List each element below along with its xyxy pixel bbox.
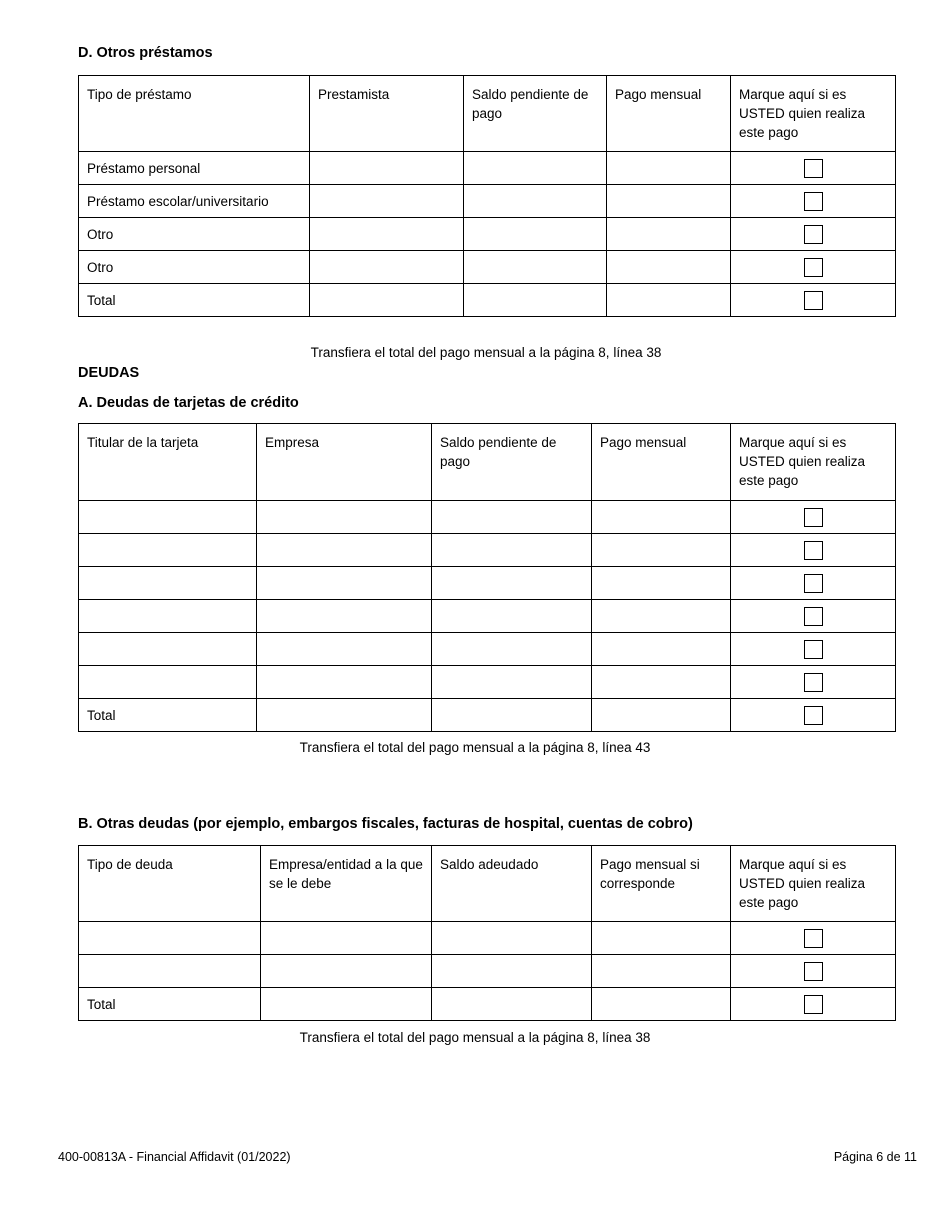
row-label: Préstamo escolar/universitario (79, 185, 310, 218)
cardholder-cell[interactable] (79, 567, 257, 600)
column-header: Saldo pendiente de pago (432, 424, 592, 501)
you-pay-checkbox[interactable] (804, 192, 823, 211)
monthly-payment-cell[interactable] (592, 534, 731, 567)
column-header: Empresa (257, 424, 432, 501)
balance-cell[interactable] (432, 600, 592, 633)
table-row (79, 251, 896, 284)
table-row (79, 633, 896, 666)
company-cell[interactable] (257, 501, 432, 534)
row-label: Total (79, 284, 310, 317)
company-cell[interactable] (257, 534, 432, 567)
loans-header-row (79, 76, 896, 152)
column-header: Marque aquí si es USTED quien realiza este pago (731, 76, 896, 152)
loans-title: D. Otros préstamos (78, 45, 213, 61)
row-label: Otro (79, 251, 310, 284)
total-row (79, 699, 896, 732)
lender-cell[interactable] (310, 284, 464, 317)
monthly-payment-cell[interactable] (592, 955, 731, 988)
lender-cell[interactable] (310, 251, 464, 284)
row-label: Préstamo personal (79, 152, 310, 185)
balance-cell[interactable] (432, 633, 592, 666)
checkbox-cell (731, 600, 896, 633)
lender-cell[interactable] (310, 218, 464, 251)
you-pay-checkbox[interactable] (804, 706, 823, 725)
column-header: Empresa/entidad a la que se le debe (261, 846, 432, 922)
you-pay-checkbox[interactable] (804, 508, 823, 527)
monthly-payment-cell[interactable] (592, 600, 731, 633)
you-pay-checkbox[interactable] (804, 159, 823, 178)
monthly-payment-cell[interactable] (592, 699, 731, 732)
other-debts-transfer-note: Transfiera el total del pago mensual a la página 8, línea 38 (299, 1030, 651, 1045)
balance-cell[interactable] (464, 284, 607, 317)
monthly-payment-cell[interactable] (607, 152, 731, 185)
monthly-payment-cell[interactable] (592, 988, 731, 1021)
balance-cell[interactable] (432, 501, 592, 534)
balance-cell[interactable] (432, 567, 592, 600)
column-header: Pago mensual (607, 76, 731, 152)
table-row (79, 666, 896, 699)
balance-cell[interactable] (432, 699, 592, 732)
monthly-payment-cell[interactable] (607, 284, 731, 317)
you-pay-checkbox[interactable] (804, 607, 823, 626)
cardholder-cell[interactable] (79, 633, 257, 666)
monthly-payment-cell[interactable] (592, 633, 731, 666)
row-label: Total (79, 988, 261, 1021)
table-row (79, 567, 896, 600)
column-header: Pago mensual si corresponde (592, 846, 731, 922)
balance-cell[interactable] (432, 955, 592, 988)
credit-cards-table (78, 423, 896, 732)
credit-cards-transfer-note: Transfiera el total del pago mensual a la página 8, línea 43 (299, 740, 651, 755)
checkbox-cell (731, 633, 896, 666)
balance-cell[interactable] (432, 988, 592, 1021)
monthly-payment-cell[interactable] (592, 567, 731, 600)
column-header: Marque aquí si es USTED quien realiza este pago (731, 846, 896, 922)
you-pay-checkbox[interactable] (804, 258, 823, 277)
creditor-cell[interactable] (261, 922, 432, 955)
creditor-cell[interactable] (261, 955, 432, 988)
row-label: Total (79, 699, 257, 732)
you-pay-checkbox[interactable] (804, 574, 823, 593)
checkbox-cell (731, 699, 896, 732)
balance-cell[interactable] (464, 185, 607, 218)
total-row (79, 284, 896, 317)
you-pay-checkbox[interactable] (804, 225, 823, 244)
balance-cell[interactable] (432, 666, 592, 699)
total-row (79, 988, 896, 1021)
lender-cell[interactable] (310, 185, 464, 218)
creditor-cell[interactable] (261, 988, 432, 1021)
debts-title: DEUDAS (78, 365, 140, 381)
lender-cell[interactable] (310, 152, 464, 185)
table-row (79, 922, 896, 955)
cardholder-cell[interactable] (79, 501, 257, 534)
table-row (79, 534, 896, 567)
table-row (79, 955, 896, 988)
column-header: Marque aquí si es USTED quien realiza este pago (731, 424, 896, 501)
checkbox-cell (731, 955, 896, 988)
balance-cell[interactable] (432, 922, 592, 955)
monthly-payment-cell[interactable] (607, 251, 731, 284)
table-row (79, 185, 896, 218)
monthly-payment-cell[interactable] (592, 922, 731, 955)
checkbox-cell (731, 284, 896, 317)
balance-cell[interactable] (464, 218, 607, 251)
checkbox-cell (731, 666, 896, 699)
debt-type-cell[interactable] (79, 955, 261, 988)
column-header: Tipo de préstamo (79, 76, 310, 152)
you-pay-checkbox[interactable] (804, 673, 823, 692)
checkbox-cell (731, 567, 896, 600)
balance-cell[interactable] (432, 534, 592, 567)
checkbox-cell (731, 501, 896, 534)
you-pay-checkbox[interactable] (804, 995, 823, 1014)
company-cell[interactable] (257, 600, 432, 633)
checkbox-cell (731, 152, 896, 185)
table-row (79, 218, 896, 251)
other-debts-header-row (79, 846, 896, 922)
company-cell[interactable] (257, 567, 432, 600)
you-pay-checkbox[interactable] (804, 291, 823, 310)
monthly-payment-cell[interactable] (592, 501, 731, 534)
company-cell[interactable] (257, 699, 432, 732)
company-cell[interactable] (257, 633, 432, 666)
form-id: 400-00813A - Financial Affidavit (01/2022) (58, 1150, 291, 1164)
column-header: Saldo adeudado (432, 846, 592, 922)
monthly-payment-cell[interactable] (607, 185, 731, 218)
table-row (79, 600, 896, 633)
column-header: Titular de la tarjeta (79, 424, 257, 501)
table-row (79, 152, 896, 185)
you-pay-checkbox[interactable] (804, 541, 823, 560)
table-row (79, 501, 896, 534)
you-pay-checkbox[interactable] (804, 640, 823, 659)
row-label: Otro (79, 218, 310, 251)
loans-transfer-note: Transfiera el total del pago mensual a la página 8, línea 38 (310, 345, 662, 360)
page-number: Página 6 de 11 (833, 1150, 917, 1164)
other-debts-table (78, 845, 896, 1021)
debt-type-cell[interactable] (79, 922, 261, 955)
loans-table (78, 75, 896, 317)
cardholder-cell[interactable] (79, 666, 257, 699)
cardholder-cell[interactable] (79, 600, 257, 633)
column-header: Pago mensual (592, 424, 731, 501)
checkbox-cell (731, 251, 896, 284)
you-pay-checkbox[interactable] (804, 962, 823, 981)
column-header: Tipo de deuda (79, 846, 261, 922)
credit-cards-header-row (79, 424, 896, 501)
balance-cell[interactable] (464, 152, 607, 185)
column-header: Prestamista (310, 76, 464, 152)
company-cell[interactable] (257, 666, 432, 699)
checkbox-cell (731, 185, 896, 218)
checkbox-cell (731, 922, 896, 955)
cardholder-cell[interactable] (79, 534, 257, 567)
monthly-payment-cell[interactable] (607, 218, 731, 251)
credit-cards-title: A. Deudas de tarjetas de crédito (78, 395, 299, 411)
checkbox-cell (731, 534, 896, 567)
column-header: Saldo pendiente de pago (464, 76, 607, 152)
checkbox-cell (731, 988, 896, 1021)
checkbox-cell (731, 218, 896, 251)
monthly-payment-cell[interactable] (592, 666, 731, 699)
you-pay-checkbox[interactable] (804, 929, 823, 948)
other-debts-title: B. Otras deudas (por ejemplo, embargos fiscales, facturas de hospital, cuentas de cobro) (78, 816, 693, 832)
balance-cell[interactable] (464, 251, 607, 284)
